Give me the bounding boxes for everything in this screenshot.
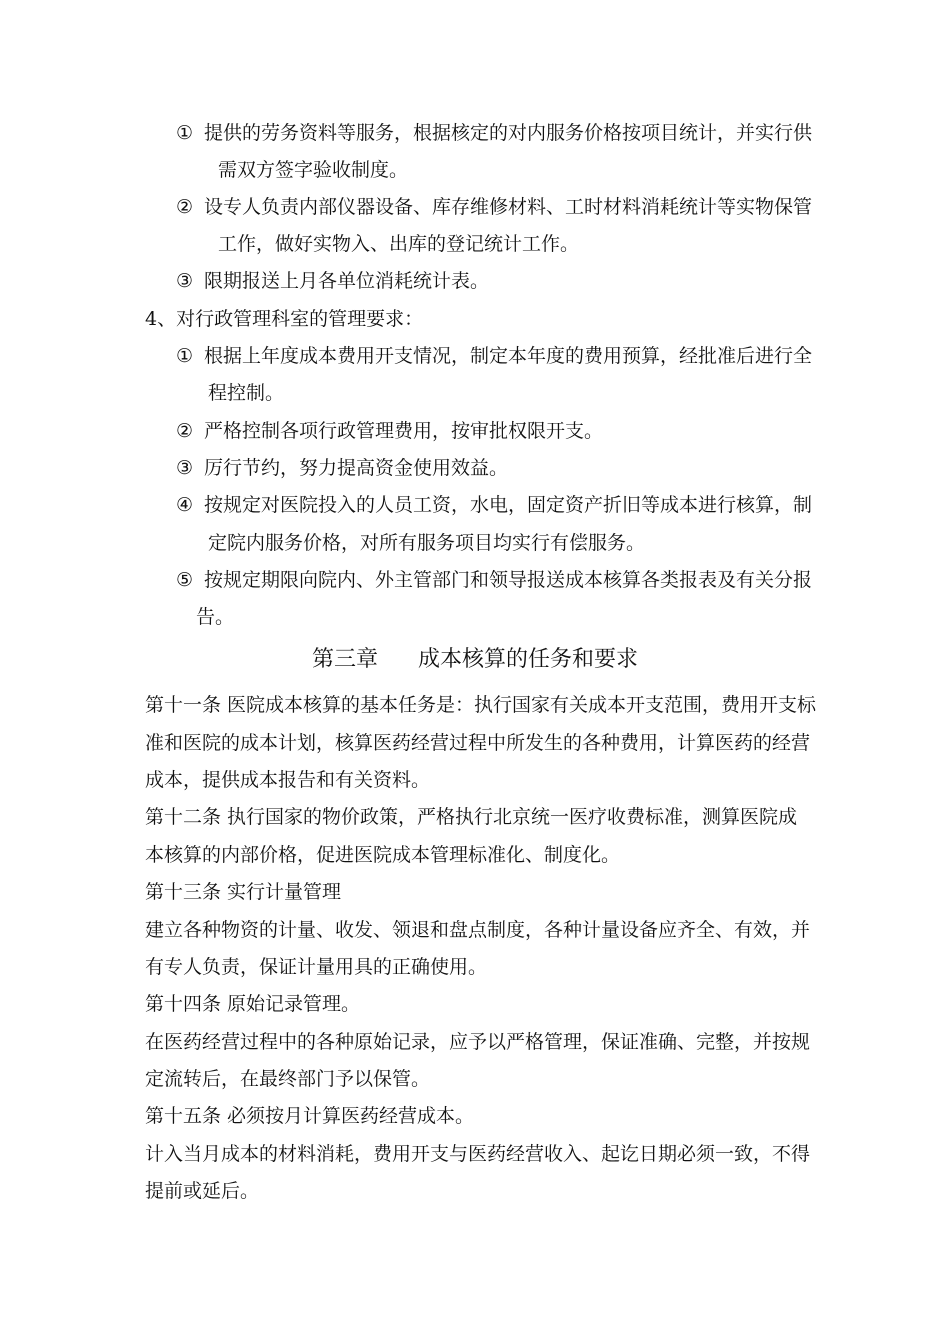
list-item bbox=[176, 121, 812, 145]
item-number: ④ bbox=[176, 494, 194, 516]
item-number: ① bbox=[176, 345, 194, 367]
article-12-line: 本核算的内部价格，促进医院成本管理标准化、制度化。 bbox=[145, 844, 621, 866]
article-15-line: 提前或延后。 bbox=[145, 1180, 260, 1202]
item-number: ③ bbox=[176, 457, 194, 479]
article-13-line: 有专人负责，保证计量用具的正确使用。 bbox=[145, 956, 488, 978]
article-15-heading: 第十五条 必须按月计算医药经营成本。 bbox=[145, 1105, 475, 1127]
list-item bbox=[176, 269, 489, 293]
article-13-line: 建立各种物资的计量、收发、领退和盘点制度，各种计量设备应齐全、有效，并 bbox=[145, 919, 811, 941]
list-item bbox=[176, 568, 812, 592]
article-15-line: 计入当月成本的材料消耗，费用开支与医药经营收入、起讫日期必须一致，不得 bbox=[145, 1143, 811, 1165]
item-number: ② bbox=[176, 420, 194, 442]
item-text-continued: 工作，做好实物入、出库的登记统计工作。 bbox=[218, 233, 580, 255]
chapter-heading bbox=[0, 646, 950, 674]
item-text: 根据上年度成本费用开支情况，制定本年度的费用预算，经批准后进行全 bbox=[204, 345, 813, 367]
item-text: 限期报送上月各单位消耗统计表。 bbox=[204, 270, 490, 292]
item-number: ③ bbox=[176, 270, 194, 292]
article-13-heading: 第十三条 实行计量管理 bbox=[145, 881, 342, 903]
item-number: ⑤ bbox=[176, 569, 194, 591]
list-item bbox=[176, 493, 812, 517]
item-text-continued: 告。 bbox=[196, 606, 235, 628]
item-text: 厉行节约，努力提高资金使用效益。 bbox=[204, 457, 509, 479]
list-item bbox=[176, 419, 603, 443]
article-11-line: 准和医院的成本计划，核算医药经营过程中所发生的各种费用，计算医药的经营 bbox=[145, 732, 811, 754]
item-text-continued: 需双方签字验收制度。 bbox=[218, 159, 409, 181]
list-item bbox=[176, 456, 508, 480]
item-text: 设专人负责内部仪器设备、库存维修材料、工时材料消耗统计等实物保管 bbox=[204, 196, 813, 218]
article-14-heading: 第十四条 原始记录管理。 bbox=[145, 993, 361, 1015]
item-text: 严格控制各项行政管理费用，按审批权限开支。 bbox=[204, 420, 604, 442]
list-item bbox=[176, 195, 812, 219]
item-text: 按规定对医院投入的人员工资，水电，固定资产折旧等成本进行核算，制 bbox=[204, 494, 813, 516]
item-text-continued: 程控制。 bbox=[208, 382, 285, 404]
chapter-number: 第三章 bbox=[311, 647, 378, 672]
list-item bbox=[176, 344, 812, 368]
item-text: 按规定期限向院内、外主管部门和领导报送成本核算各类报表及有关分报 bbox=[204, 569, 813, 591]
article-12-line: 第十二条 执行国家的物价政策，严格执行北京统一医疗收费标准，测算医院成 bbox=[145, 806, 798, 828]
item-number: ① bbox=[176, 122, 194, 144]
item-number: ② bbox=[176, 196, 194, 218]
chapter-title: 成本核算的任务和要求 bbox=[418, 647, 639, 672]
section-title: 4、对行政管理科室的管理要求： bbox=[145, 308, 424, 330]
item-text: 提供的劳务资料等服务，根据核定的对内服务价格按项目统计，并实行供 bbox=[204, 122, 813, 144]
article-11-line: 第十一条 医院成本核算的基本任务是：执行国家有关成本开支范围，费用开支标 bbox=[145, 694, 817, 716]
article-14-line: 定流转后，在最终部门予以保管。 bbox=[145, 1068, 431, 1090]
article-14-line: 在医药经营过程中的各种原始记录，应予以严格管理，保证准确、完整，并按规 bbox=[145, 1031, 811, 1053]
article-11-line: 成本，提供成本报告和有关资料。 bbox=[145, 769, 431, 791]
item-text-continued: 定院内服务价格，对所有服务项目均实行有偿服务。 bbox=[208, 532, 646, 554]
